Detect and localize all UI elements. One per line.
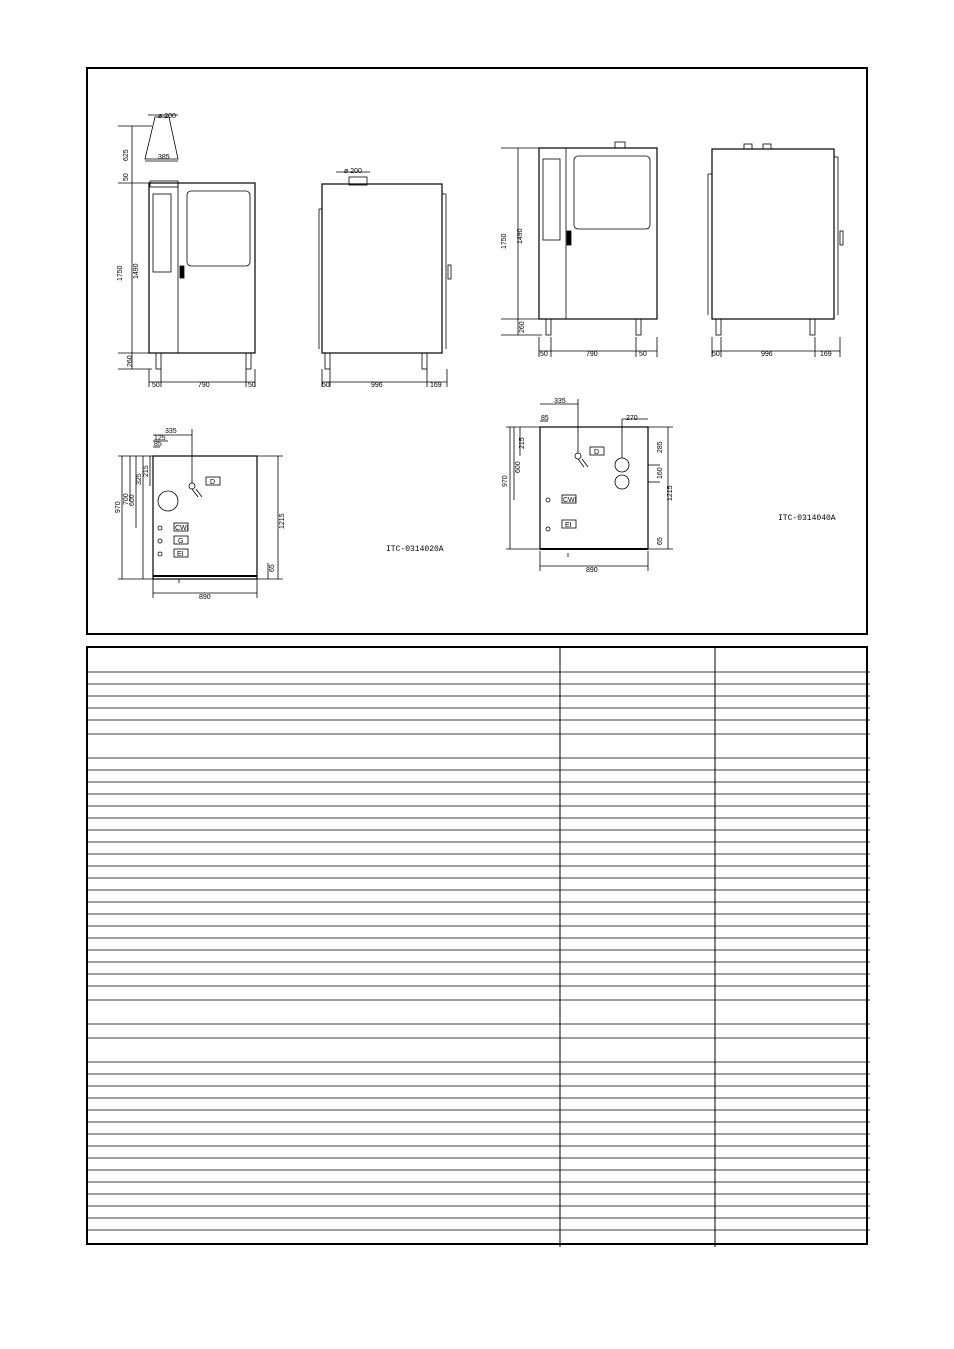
label-e-drain: D <box>594 449 600 456</box>
dim-plan-65: 65 <box>269 564 276 572</box>
dim-eplan-215: 215 <box>519 437 526 449</box>
dim-50-right: 50 <box>248 382 256 389</box>
specification-table <box>86 646 868 1245</box>
dim-eplan-285: 285 <box>657 441 664 453</box>
dim-e-790: 790 <box>586 351 598 358</box>
dim-plan-970: 970 <box>115 501 122 513</box>
label-e-electric: EI <box>565 522 572 529</box>
dim-side-flue: ø 200 <box>344 168 362 175</box>
dim-plan-325: 325 <box>136 473 143 485</box>
dim-eplan-270: 270 <box>626 415 638 422</box>
electric-plan-view <box>506 399 673 571</box>
drawing-svg <box>88 69 870 637</box>
drawing-code-left: ITC-0314020A <box>386 545 444 554</box>
dim-plan-890: 890 <box>199 594 211 601</box>
dim-e-50-left: 50 <box>540 351 548 358</box>
dim-385: 385 <box>158 154 170 161</box>
dim-plan-125: 125 <box>154 435 166 442</box>
label-gas: G <box>178 538 184 545</box>
dim-side-50: 50 <box>322 382 330 389</box>
dim-e-50-right: 50 <box>639 351 647 358</box>
label-drain: D <box>210 479 216 486</box>
dim-1750: 1750 <box>117 265 124 281</box>
dim-side-996: 996 <box>371 382 383 389</box>
dim-eplan-160: 160 <box>657 467 664 479</box>
gas-plan-view <box>118 429 283 598</box>
dim-e-1490: 1490 <box>517 228 524 244</box>
electric-side-view <box>708 144 843 357</box>
dim-es-169: 169 <box>820 351 832 358</box>
dim-260: 260 <box>127 355 134 367</box>
dim-790: 790 <box>198 382 210 389</box>
dim-50: 50 <box>123 173 130 181</box>
dim-plan-700: 700 <box>123 493 130 505</box>
dim-50-left: 50 <box>152 382 160 389</box>
dim-eplan-85: 85 <box>541 415 549 422</box>
dim-e-260: 260 <box>519 321 526 333</box>
dim-plan-85: 85 <box>154 441 162 448</box>
dim-eplan-970: 970 <box>502 475 509 487</box>
dim-eplan-1215: 1215 <box>667 485 674 501</box>
dim-eplan-600: 600 <box>515 461 522 473</box>
dim-eplan-335: 335 <box>554 398 566 405</box>
drawing-code-right: ITC-0314040A <box>778 514 836 523</box>
dim-625: 625 <box>123 149 130 161</box>
dim-1490: 1490 <box>133 263 140 279</box>
dim-es-50: 50 <box>712 351 720 358</box>
dim-eplan-890: 890 <box>586 567 598 574</box>
dim-eplan-65: 65 <box>657 537 664 545</box>
dim-flue-diameter: ø 200 <box>158 113 176 120</box>
dim-side-169: 169 <box>430 382 442 389</box>
dim-plan-335: 335 <box>165 428 177 435</box>
label-cold-water: CWI <box>175 525 189 532</box>
dim-e-1750: 1750 <box>501 233 508 249</box>
dim-plan-215: 215 <box>143 465 150 477</box>
technical-drawing-panel <box>86 67 868 635</box>
gas-front-view <box>118 115 255 387</box>
label-e-cold-water: CWI <box>563 497 577 504</box>
dim-es-996: 996 <box>761 351 773 358</box>
label-electric: EI <box>177 551 184 558</box>
dim-plan-1215: 1215 <box>279 513 286 529</box>
dim-plan-600: 600 <box>129 494 136 506</box>
spec-table-grid <box>88 648 870 1247</box>
gas-side-view <box>319 172 451 387</box>
